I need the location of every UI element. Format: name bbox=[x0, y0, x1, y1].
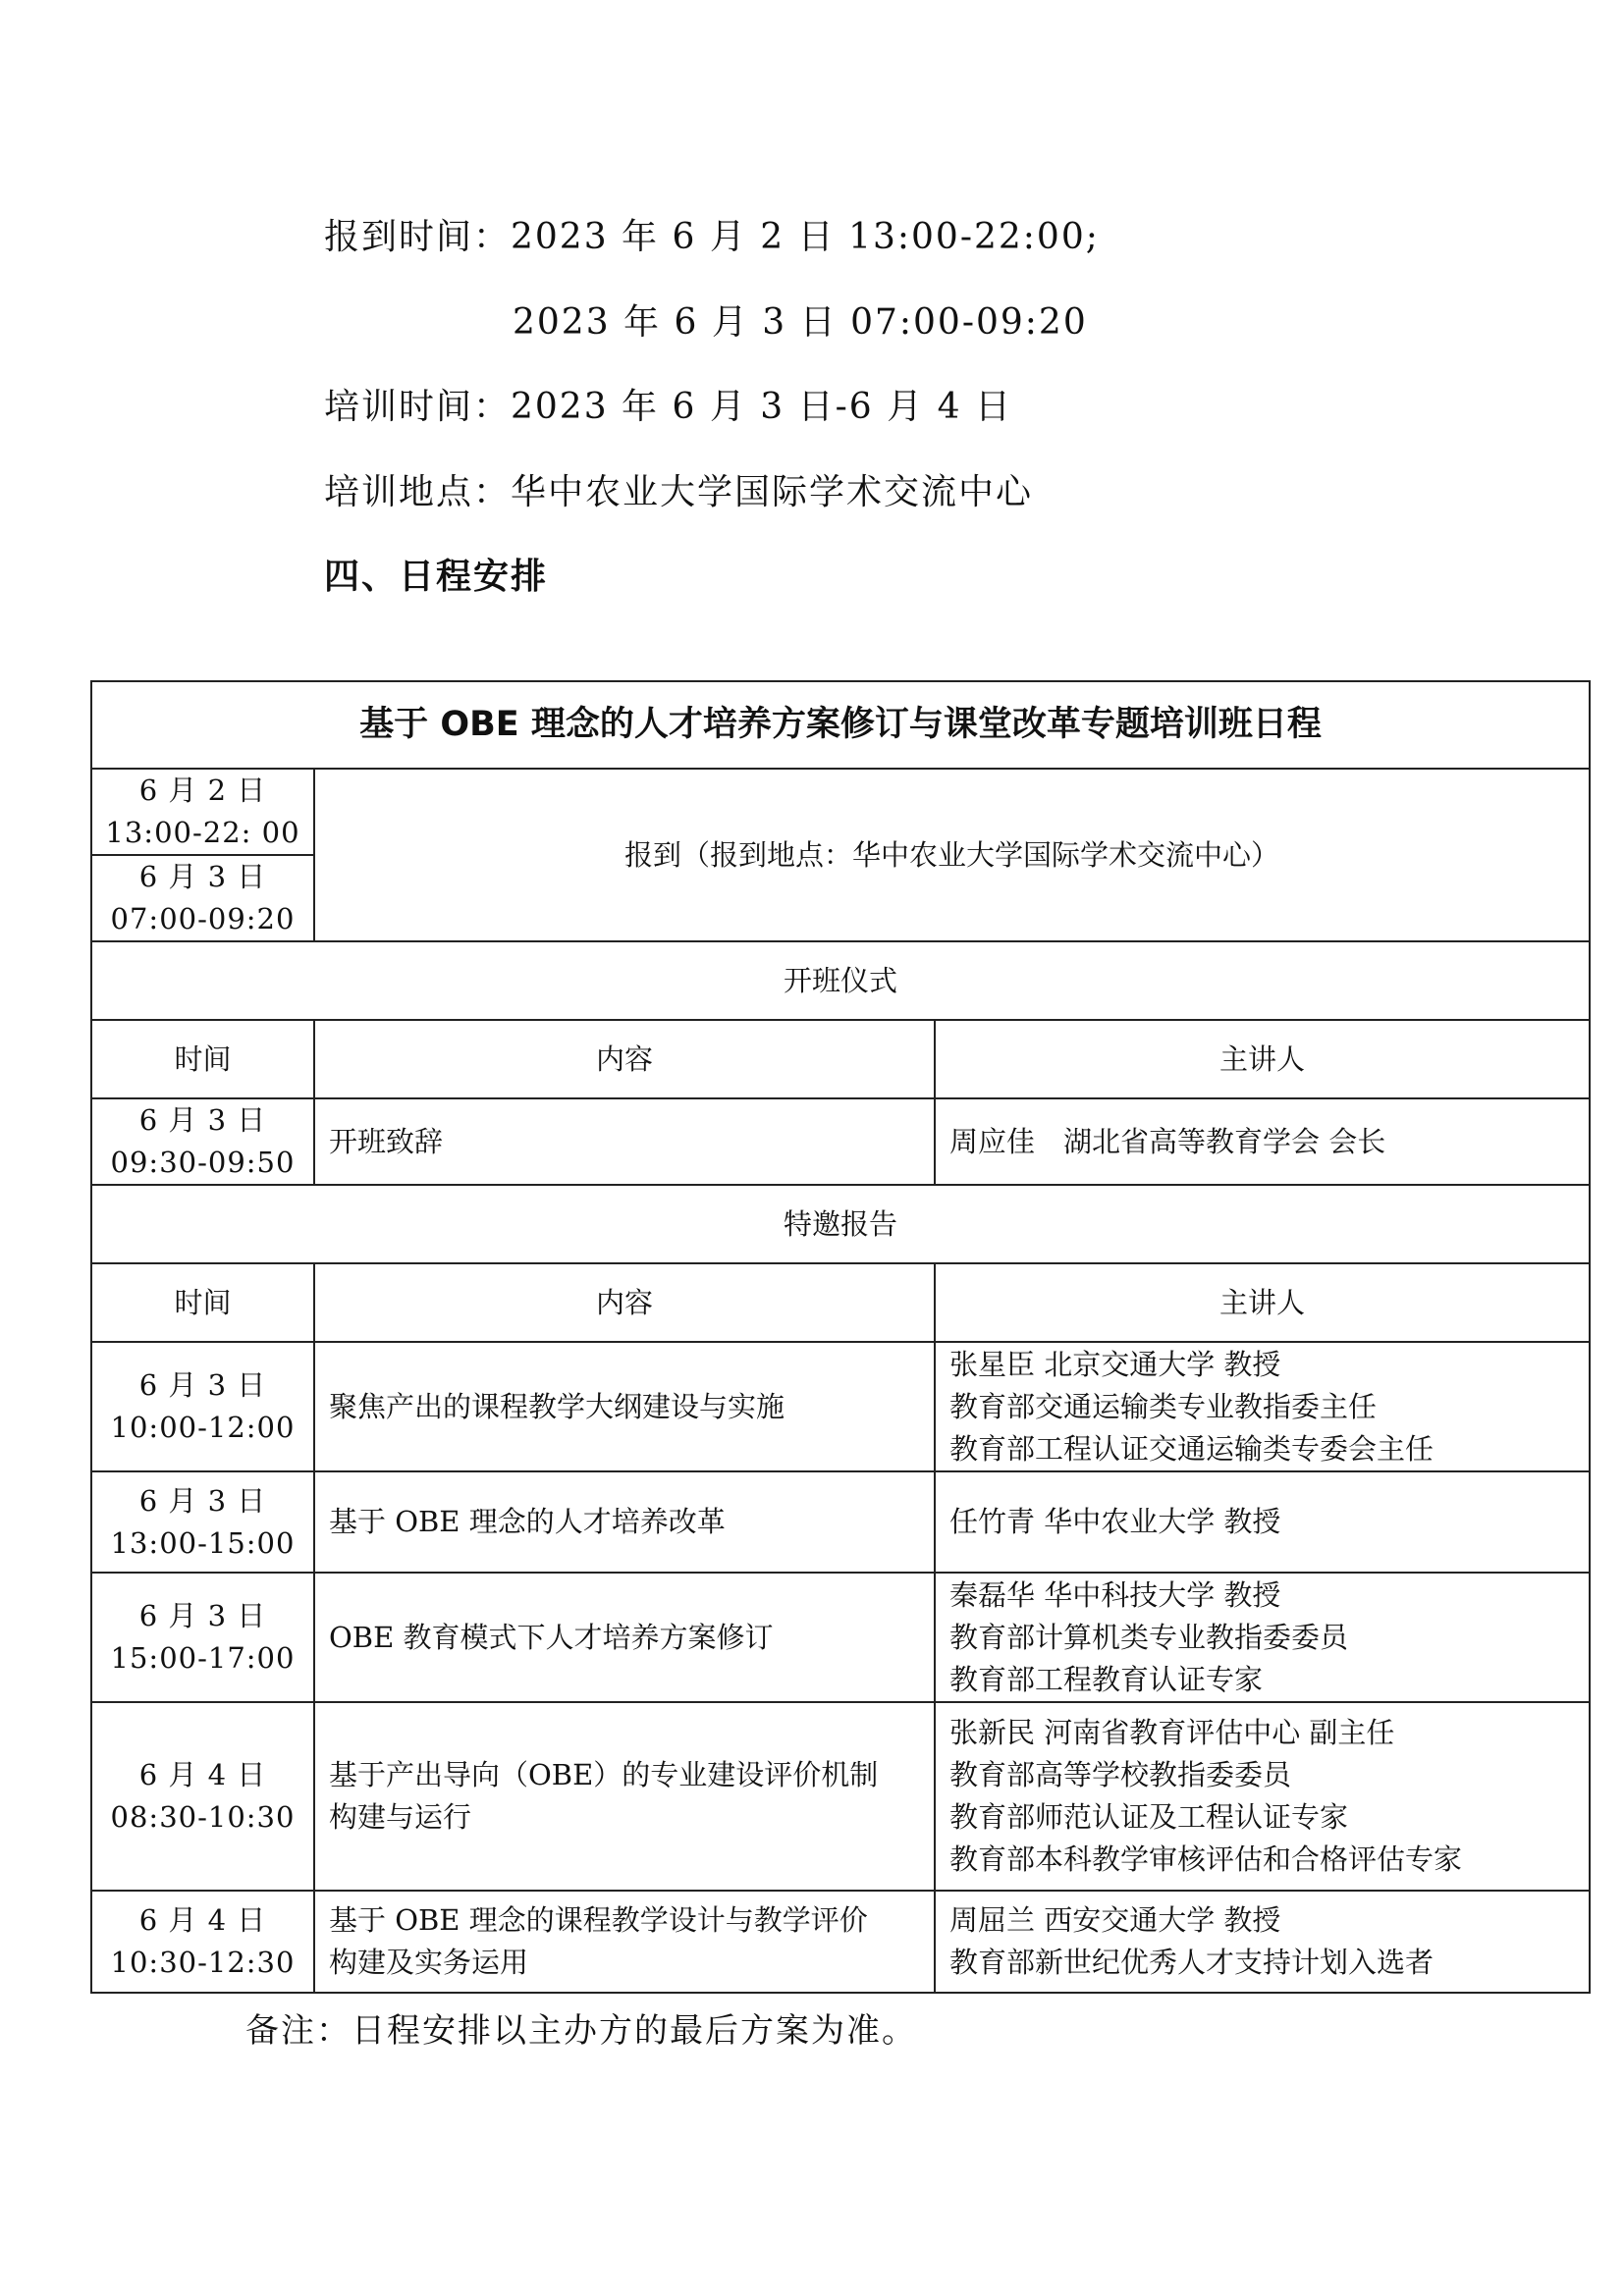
report-range: 13:00-15:00 bbox=[110, 1525, 296, 1560]
report-content bbox=[314, 1471, 935, 1573]
checkin-time-line1: 报到时间：2023 年 6 月 2 日 13:00-22:00; bbox=[324, 217, 1100, 257]
report-time bbox=[91, 1891, 314, 1993]
report-time bbox=[91, 1573, 314, 1702]
speaker-line: 教育部师范认证及工程认证专家 bbox=[949, 1800, 1349, 1834]
report-content bbox=[314, 1573, 935, 1702]
speaker-line: 教育部工程认证交通运输类专委会主任 bbox=[949, 1431, 1435, 1466]
table-row bbox=[91, 1471, 1590, 1573]
registration-time-2 bbox=[91, 855, 314, 941]
speaker-line: 秦磊华 华中科技大学 教授 bbox=[949, 1577, 1281, 1612]
reports-col-content: 内容 bbox=[314, 1263, 935, 1342]
table-row bbox=[91, 1342, 1590, 1471]
report-content bbox=[314, 1891, 935, 1993]
opening-speaker: 周应佳 湖北省高等教育学会 会长 bbox=[935, 1098, 1590, 1185]
registration-range-1: 13:00-22: 00 bbox=[105, 816, 300, 849]
report-speaker bbox=[935, 1471, 1590, 1573]
reports-heading: 特邀报告 bbox=[91, 1185, 1590, 1263]
training-place: 培训地点：华中农业大学国际学术交流中心 bbox=[324, 472, 1034, 512]
speaker-line: 教育部本科教学审核评估和合格评估专家 bbox=[949, 1842, 1463, 1876]
report-content-line: 基于 OBE 理念的人才培养改革 bbox=[329, 1505, 726, 1538]
speaker-line: 周屈兰 西安交通大学 教授 bbox=[949, 1903, 1281, 1937]
schedule-title: 基于 OBE 理念的人才培养方案修订与课堂改革专题培训班日程 bbox=[91, 681, 1590, 769]
report-range: 08:30-10:30 bbox=[110, 1800, 296, 1834]
speaker-line: 教育部高等学校教指委委员 bbox=[949, 1758, 1292, 1791]
speaker-line: 教育部工程教育认证专家 bbox=[949, 1662, 1264, 1696]
opening-content: 开班致辞 bbox=[314, 1098, 935, 1185]
speaker-line: 任竹青 华中农业大学 教授 bbox=[949, 1505, 1281, 1538]
report-content-line: OBE 教育模式下人才培养方案修订 bbox=[329, 1620, 774, 1654]
table-row bbox=[91, 1702, 1590, 1891]
speaker-line: 教育部新世纪优秀人才支持计划入选者 bbox=[949, 1946, 1435, 1979]
report-range: 10:30-12:30 bbox=[110, 1946, 296, 1979]
opening-col-content: 内容 bbox=[314, 1020, 935, 1098]
report-content-line: 构建及实务运用 bbox=[329, 1946, 529, 1979]
schedule-table bbox=[90, 680, 1591, 1994]
report-time bbox=[91, 1342, 314, 1471]
opening-date: 6 月 3 日 bbox=[138, 1103, 267, 1137]
report-content bbox=[314, 1342, 935, 1471]
opening-col-speaker: 主讲人 bbox=[935, 1020, 1590, 1098]
report-date: 6 月 4 日 bbox=[138, 1758, 267, 1791]
opening-col-time: 时间 bbox=[91, 1020, 314, 1098]
opening-time bbox=[91, 1098, 314, 1185]
footnote: 备注：日程安排以主办方的最后方案为准。 bbox=[245, 2011, 917, 2051]
report-content-line: 基于 OBE 理念的课程教学设计与教学评价 bbox=[329, 1903, 868, 1937]
report-speaker bbox=[935, 1702, 1590, 1891]
reports-col-speaker: 主讲人 bbox=[935, 1263, 1590, 1342]
report-speaker bbox=[935, 1573, 1590, 1702]
report-range: 10:00-12:00 bbox=[110, 1411, 296, 1444]
reports-col-time: 时间 bbox=[91, 1263, 314, 1342]
report-speaker bbox=[935, 1342, 1590, 1471]
registration-content: 报到（报到地点：华中农业大学国际学术交流中心） bbox=[314, 769, 1590, 941]
report-content-line: 聚焦产出的课程教学大纲建设与实施 bbox=[329, 1389, 785, 1423]
report-speaker bbox=[935, 1891, 1590, 1993]
report-content-line: 基于产出导向（OBE）的专业建设评价机制 bbox=[329, 1758, 879, 1791]
speaker-line: 教育部计算机类专业教指委委员 bbox=[949, 1620, 1349, 1654]
report-time bbox=[91, 1471, 314, 1573]
report-time bbox=[91, 1702, 314, 1891]
report-range: 15:00-17:00 bbox=[110, 1641, 296, 1675]
registration-time-1 bbox=[91, 769, 314, 855]
report-content-line: 构建与运行 bbox=[329, 1800, 472, 1834]
speaker-line: 张新民 河南省教育评估中心 副主任 bbox=[949, 1716, 1395, 1749]
report-date: 6 月 3 日 bbox=[138, 1599, 267, 1632]
report-content bbox=[314, 1702, 935, 1891]
opening-heading: 开班仪式 bbox=[91, 941, 1590, 1020]
checkin-time-line2: 2023 年 6 月 3 日 07:00-09:20 bbox=[513, 302, 1088, 343]
registration-range-2: 07:00-09:20 bbox=[110, 902, 296, 935]
report-date: 6 月 4 日 bbox=[138, 1903, 267, 1937]
report-date: 6 月 3 日 bbox=[138, 1368, 267, 1402]
speaker-line: 张星臣 北京交通大学 教授 bbox=[949, 1347, 1281, 1381]
report-date: 6 月 3 日 bbox=[138, 1483, 267, 1518]
training-time: 培训时间：2023 年 6 月 3 日-6 月 4 日 bbox=[324, 387, 1012, 427]
registration-date-2: 6 月 3 日 bbox=[138, 860, 267, 893]
speaker-line: 教育部交通运输类专业教指委主任 bbox=[949, 1389, 1378, 1423]
table-row bbox=[91, 1891, 1590, 1993]
opening-range: 09:30-09:50 bbox=[110, 1146, 296, 1179]
section-heading: 四、日程安排 bbox=[324, 557, 549, 597]
table-row bbox=[91, 1573, 1590, 1702]
registration-date-1: 6 月 2 日 bbox=[138, 774, 267, 807]
